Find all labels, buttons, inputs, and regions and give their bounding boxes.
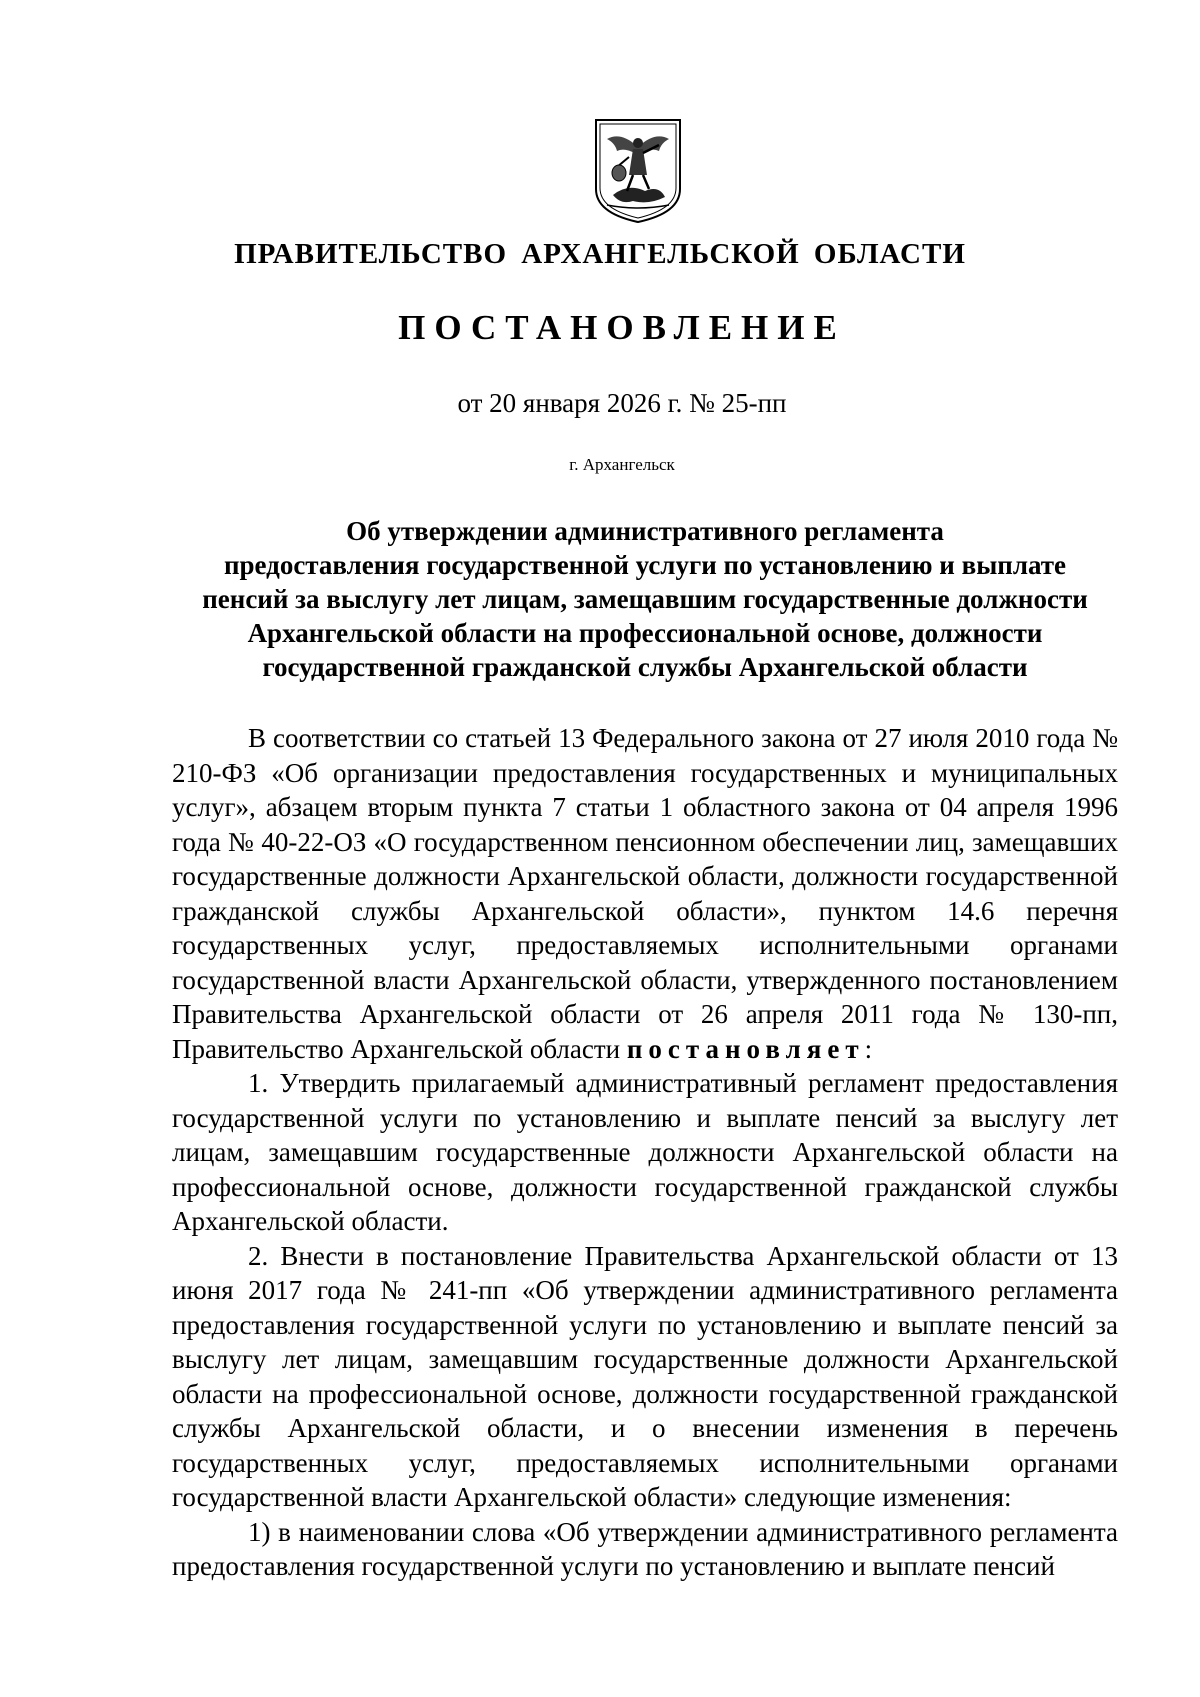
title-line: предоставления государственной услуги по установлению и выплате <box>223 550 1067 580</box>
preamble-emphasis: постановляет <box>626 1033 865 1064</box>
document-title <box>170 514 1120 684</box>
preamble-paragraph <box>172 721 1118 1066</box>
document-type: ПОСТАНОВЛЕНИЕ <box>398 308 846 347</box>
document-city: г. Архангельск <box>569 455 675 474</box>
organization-name: ПРАВИТЕЛЬСТВО АРХАНГЕЛЬСКОЙ ОБЛАСТИ <box>234 238 966 270</box>
preamble-end: : <box>864 1033 873 1064</box>
title-line: Архангельской области на профессиональной основе, должности <box>247 618 1043 648</box>
document-date-number: от 20 января 2026 г. № 25-пп <box>457 388 787 418</box>
title-line: государственной гражданской службы Архангельской области <box>262 652 1028 682</box>
item-2-1-paragraph: 1) в наименовании слова «Об утверждении административного регламента предоставления государственной услуги по установлению и выплате пенсий <box>172 1516 1118 1581</box>
item-1-paragraph: 1. Утвердить прилагаемый административный регламент предоставления государственной услуги по установлению и выплате пенсий за выслугу лет лицам, замещавшим государственные должности Архангельской области на профессиональной основе, должности государственной гражданской службы Архангельской области. <box>172 1068 1118 1236</box>
title-line: Об утверждении административного регламента <box>346 516 944 546</box>
preamble-text: В соответствии со статьей 13 Федерального закона от 27 июля 2010 года № 210-ФЗ «Об организации предоставления государственных и муниципальных услуг», абзацем вторым пункта 7 статьи 1 областного закона от 04 апреля 1996 года № 40-22-ОЗ «О государственном пенсионном обеспечении лиц, замещавших государственные должности Архангельской области, должности государственной гражданской службы Архангельской области», пунктом 14.6 перечня государственных услуг, предоставляемых исполнительными органами государственной власти Архангельской области, утвержденного постановлением Правительства Архангельской области от 26 апреля 2011 года № 130-пп, Правительство Архангельской области <box>172 723 1118 1064</box>
item-2-paragraph: 2. Внести в постановление Правительства Архангельской области от 13 июня 2017 года № 241-пп «Об утверждении административного регламента предоставления государственной услуги по установлению и выплате пенсий за выслугу лет лицам, замещавшим государственные должности Архангельской области на профессиональной основе, должности государственной гражданской службы Архангельской области, и о внесении изменения в перечень государственных услуг, предоставляемых исполнительными органами государственной власти Архангельской области» следующие изменения: <box>172 1240 1118 1512</box>
title-line: пенсий за выслугу лет лицам, замещавшим государственные должности <box>202 584 1088 614</box>
arkhangelsk-coat-of-arms-icon <box>593 117 683 225</box>
document-body <box>172 721 1118 1584</box>
